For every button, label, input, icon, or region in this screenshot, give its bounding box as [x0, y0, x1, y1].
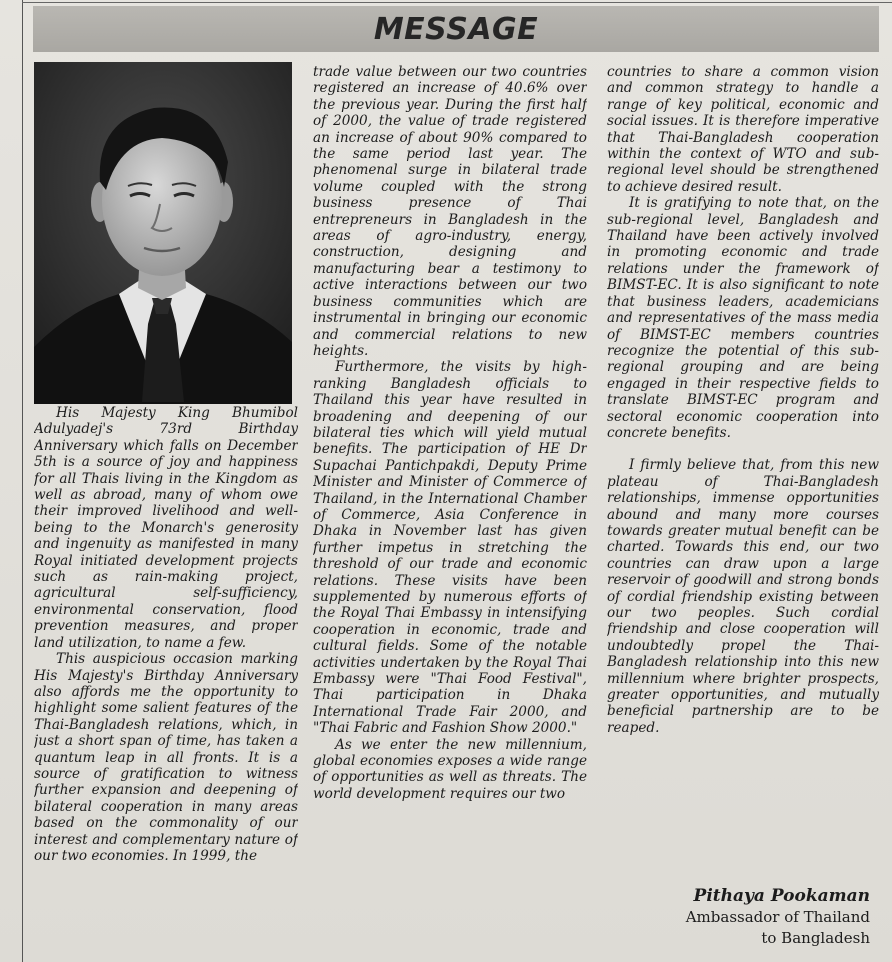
masthead-banner — [33, 6, 879, 52]
signatory-name: Pithaya Pookaman — [693, 886, 870, 906]
column-rule-left — [22, 0, 23, 962]
article-column-3 — [607, 64, 879, 884]
ambassador-portrait-photo — [34, 62, 292, 404]
portrait-icon — [34, 62, 292, 404]
paragraph-spacer — [607, 441, 879, 457]
article-paragraph: As we enter the new millennium, global economies exposes a wide range of opportunities as well as threats. The world development requires our two — [313, 736, 587, 802]
article-paragraph: This auspicious occasion marking His Majesty's Birthday Anniversary also affords me the opportunity to highlight some salient features of the Thai-Bangladesh relations, which, in just a short span of time, has taken a quantum leap in all fronts. It is a source of gratification to witness further expansion and deepening of bilateral cooperation in many areas based on the commonality of our interest and complementary nature of our two economies. In 1999, the — [34, 651, 298, 864]
page-title: MESSAGE — [373, 11, 539, 47]
article-column-2 — [313, 64, 587, 957]
article-paragraph: Furthermore, the visits by high-ranking Bangladesh officials to Thailand this year have resulted in broadening and deepening of our bilateral ties which will yield mutual benefits. The participation of HE Dr Supachai Pantichpakdi, Deputy Prime Minister and Minister of Commerce of Thailand, in the International Chamber of Commerce, Asia Conference in Dhaka in November last has given further impetus in stretching the threshold of our trade and economic relations. These visits have been supplemented by numerous efforts of the Royal Thai Embassy in intensifying cooperation in economic, trade and cultural fields. Some of the notable activities undertaken by the Royal Thai Embassy were "Thai Food Festival", Thai participation in Dhaka International Trade Fair 2000, and "Thai Fabric and Fashion Show 2000." — [313, 359, 587, 737]
signature-block — [600, 885, 870, 949]
article-column-1 — [34, 405, 298, 957]
article-paragraph: It is gratifying to note that, on the sub-regional level, Bangladesh and Thailand have been actively involved in promoting economic and trade relations under the framework of BIMST-EC. It is also significant to note that business leaders, academicians and representatives of the mass media of BIMST-EC members countries recognize the potential of this sub-regional grouping and are being engaged in their respective fields to translate BIMST-EC program and sectoral economic cooperation into concrete benefits. — [607, 195, 879, 441]
signatory-title-line-1: Ambassador of Thailand — [685, 908, 870, 926]
signatory-title-line-2: to Bangladesh — [761, 929, 870, 947]
article-paragraph: I firmly believe that, from this new plateau of Thai-Bangladesh relationships, immense opportunities abound and many more courses towards greater mutual benefit can be charted. Towards this end, our two countries can draw upon a large reservoir of goodwill and strong bonds of cordial friendship existing between our two peoples. Such cordial friendship and close cooperation will undoubtedly propel the Thai-Bangladesh relationship into this new millennium where brighter prospects, greater opportunities, and mutually beneficial partnership are to be reaped. — [607, 457, 879, 736]
article-paragraph: His Majesty King Bhumibol Adulyadej's 73rd Birthday Anniversary which falls on December 5th is a source of joy and happiness for all Thais living in the Kingdom as well as abroad, many of whom owe their improved livelihood and well-being to the Monarch's generosity and ingenuity as manifested in many Royal initiated development projects such as rain-making project, agricultural self-sufficiency, environmental conservation, flood prevention measures, and proper land utilization, to name a few. — [34, 405, 298, 651]
article-paragraph: trade value between our two countries registered an increase of 40.6% over the previous year. During the first half of 2000, the value of trade registered an increase of about 90% compared to the same period last year. The phenomenal surge in bilateral trade volume coupled with the strong business presence of Thai entrepreneurs in Bangladesh in the areas of agro-industry, energy, construction, designing and manufacturing bear a testimony to active interactions between our two business communities which are instrumental in bringing our economic and commercial relations to new heights. — [313, 64, 587, 359]
top-rule — [22, 2, 892, 3]
article-paragraph: countries to share a common vision and common strategy to handle a range of key political, economic and social issues. It is therefore imperative that Thai-Bangladesh cooperation within the context of WTO and sub-regional level should be strengthened to achieve desired result. — [607, 64, 879, 195]
